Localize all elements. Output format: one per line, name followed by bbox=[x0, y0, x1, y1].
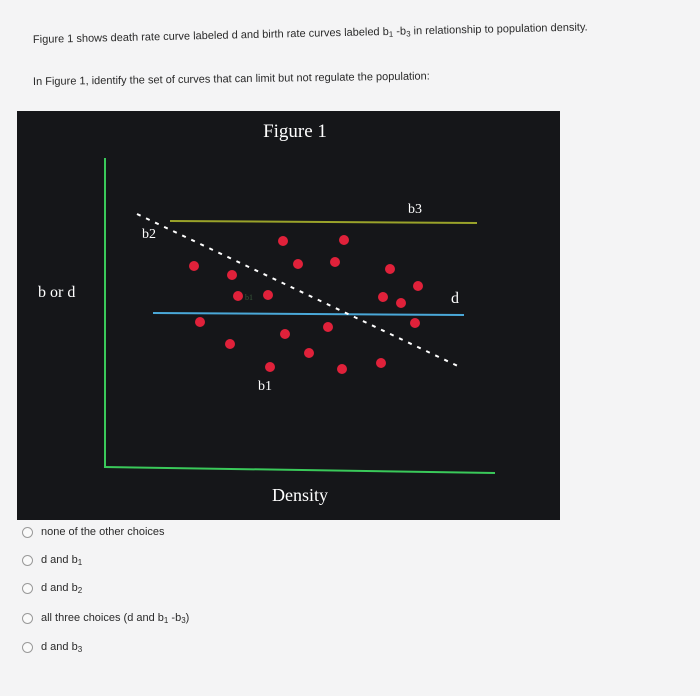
b1-faint-label: b1 bbox=[245, 293, 253, 302]
question-line-1 bbox=[33, 21, 588, 47]
dot bbox=[330, 257, 340, 267]
dot bbox=[337, 364, 347, 374]
q1-sub-3: 3 bbox=[406, 29, 411, 39]
dot bbox=[396, 298, 406, 308]
figure-title: Figure 1 bbox=[263, 121, 327, 142]
dot bbox=[413, 281, 423, 291]
choice-all-sub-3: 3 bbox=[181, 615, 186, 625]
choice-d-b3-label bbox=[41, 641, 82, 654]
choice-none[interactable] bbox=[22, 522, 165, 542]
y-axis-label: b or d bbox=[38, 284, 76, 301]
dot bbox=[227, 270, 237, 280]
b2-line bbox=[137, 214, 462, 368]
figure-1-graph bbox=[17, 111, 560, 520]
dot bbox=[265, 362, 275, 372]
choice-all-text-b: -b bbox=[168, 611, 182, 624]
radio-d-b2[interactable] bbox=[22, 583, 33, 594]
dot bbox=[280, 329, 290, 339]
data-dots bbox=[189, 235, 423, 374]
b1-label: b1 bbox=[258, 379, 272, 394]
choice-d-b2-text: d and b bbox=[41, 581, 78, 594]
dot bbox=[233, 291, 243, 301]
choice-d-b1-sub: 1 bbox=[77, 557, 83, 567]
choice-d-b1-label bbox=[41, 554, 82, 567]
radio-d-b3[interactable] bbox=[22, 642, 33, 653]
b3-label: b3 bbox=[408, 202, 422, 217]
b3-line bbox=[170, 221, 477, 223]
choice-all-text-a: all three choices (d and b bbox=[41, 611, 164, 624]
dot bbox=[385, 264, 395, 274]
dot bbox=[293, 259, 303, 269]
dot bbox=[278, 236, 288, 246]
d-line bbox=[153, 313, 464, 315]
q1-sub-1: 1 bbox=[388, 29, 394, 39]
choice-all-sub-1: 1 bbox=[163, 615, 169, 625]
radio-none[interactable] bbox=[22, 527, 33, 538]
dot bbox=[376, 358, 386, 368]
choice-none-label: none of the other choices bbox=[41, 526, 165, 538]
choice-all-text-c: ) bbox=[185, 611, 190, 624]
dot bbox=[339, 235, 349, 245]
choice-d-b1-text: d and b bbox=[41, 553, 78, 566]
dot bbox=[410, 318, 420, 328]
x-axis bbox=[104, 467, 495, 473]
radio-d-b1[interactable] bbox=[22, 555, 33, 566]
radio-all-three[interactable] bbox=[22, 613, 33, 624]
choice-d-b2-label bbox=[41, 582, 82, 595]
dot bbox=[323, 322, 333, 332]
choice-all-three-label bbox=[41, 612, 189, 625]
choice-d-b3-text: d and b bbox=[41, 640, 78, 653]
dot bbox=[378, 292, 388, 302]
q1-text-a: Figure 1 shows death rate curve labeled d and birth rate curves labeled b bbox=[32, 25, 389, 46]
b2-label: b2 bbox=[142, 227, 156, 242]
question-line-2: In Figure 1, identify the set of curves that can limit but not regulate the population: bbox=[32, 70, 430, 88]
choice-d-b1[interactable] bbox=[22, 550, 82, 570]
dot bbox=[195, 317, 205, 327]
dot bbox=[304, 348, 314, 358]
q1-text-c: in relationship to population density. bbox=[410, 21, 588, 38]
dot bbox=[263, 290, 273, 300]
choice-d-b2[interactable] bbox=[22, 578, 82, 598]
d-label: d bbox=[451, 290, 459, 307]
choice-d-b3-sub: 3 bbox=[77, 644, 83, 654]
figure-1 bbox=[17, 111, 560, 520]
dot bbox=[225, 339, 235, 349]
q1-text-b: -b bbox=[393, 25, 407, 38]
choice-all-three[interactable] bbox=[22, 608, 189, 628]
x-axis-label: Density bbox=[272, 485, 328, 505]
dot bbox=[189, 261, 199, 271]
choice-d-b2-sub: 2 bbox=[77, 585, 83, 595]
choice-d-b3[interactable] bbox=[22, 637, 82, 657]
